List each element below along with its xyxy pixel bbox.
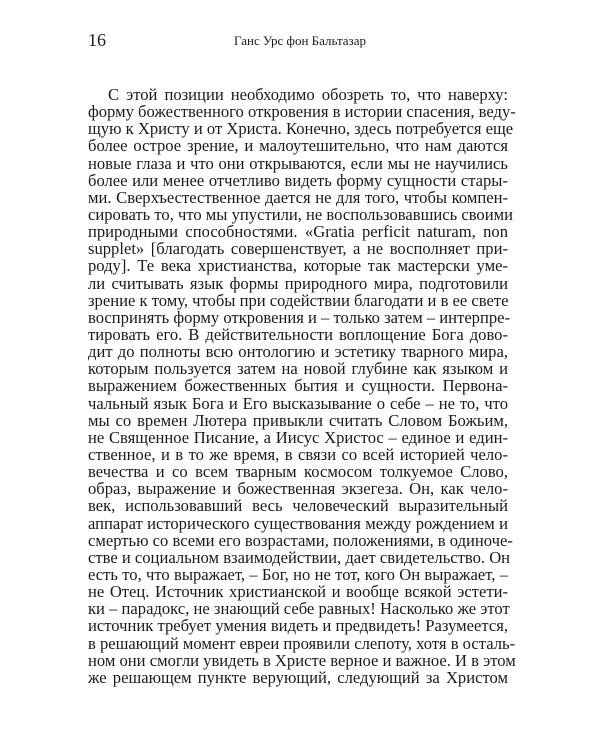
text-line: выражением божественных бытия и сущности. Первона-: [88, 376, 508, 396]
text-line: стве и социальном взаимодействии, дает свидетельство. Он: [88, 547, 511, 567]
text-line: новые глаза и что они открываются, если мы не научились: [88, 153, 508, 173]
text-line: мы со времен Лютера привыкли считать Словом Божьим,: [88, 410, 508, 430]
text-line: источник требует умения видеть и предвидеть! Разумеется,: [88, 616, 508, 636]
text-line: есть то, что выражает, – Бог, но не тот, кого Он выражает, –: [88, 564, 508, 584]
text-line: дит до полноты всю онтологию и эстетику тварного мира,: [88, 342, 508, 362]
text-line: образ, выражение и божественная экзегеза. Он, как чело-: [88, 479, 508, 499]
text-line: более или менее отчетливо видеть форму сущности стары-: [88, 170, 508, 190]
text-line: смертью со всеми его возрастами, положениями, в одиноче-: [88, 530, 513, 550]
text-line: ки – парадокс, не знающий себе равных! Насколько же этот: [88, 599, 510, 619]
text-line: С этой позиции необходимо обозреть то, что наверху:: [108, 85, 508, 104]
text-line: ли считывать язык формы природного мира, подготовили: [88, 273, 508, 293]
text-line: supplet» [благодать совершенствует, а не восполняет при-: [88, 239, 508, 259]
body-paragraph: [88, 85, 516, 687]
text-line: сировать то, что мы упустили, не воспользовавшись своими: [88, 204, 513, 224]
text-line: ственное, и в то же время, в связи со всей историей чело-: [88, 444, 508, 464]
text-line: зрение к тому, чтобы при содействии благодати и в ее свете: [88, 290, 509, 310]
page-number: 16: [88, 30, 106, 50]
text-line: которым пользуется затем на новой глубине как языком и: [88, 359, 508, 379]
text-line: аппарат исторического существования между рождением и: [88, 513, 508, 533]
text-line: воспринять форму откровения и – только затем – интерпре-: [88, 307, 511, 327]
text-line: же решающем пункте верующий, следующий за Христом: [88, 667, 508, 687]
text-line: не Отец. Источник христианской и вообще всякой эстети-: [88, 582, 508, 602]
text-line: век, использовавший весь человеческий выразительный: [88, 496, 508, 516]
text-line: чальный язык Бога и Его высказывание о себе – не то, что: [88, 393, 508, 413]
text-line: не Священное Писание, а Иисус Христос – единое и един-: [88, 427, 508, 447]
running-title: Ганс Урс фон Бальтазар: [234, 33, 366, 48]
text-line: роду]. Те века христианства, которые так мастерски уме-: [88, 256, 508, 276]
text-line: более острое зрение, и малоутешительно, что нам даются: [88, 136, 508, 156]
text-line: тировать его. В действительности воплощение Бога дово-: [88, 324, 508, 344]
text-line: щую к Христу и от Христа. Конечно, здесь потребуется еще: [88, 119, 514, 139]
text-line: природными способностями. «Gratia perficit naturam, non: [88, 222, 508, 242]
text-line: форму божественного откровения в истории спасения, веду-: [88, 102, 516, 122]
text-line: вечества и со всем тварным космосом толкуемое Слово,: [88, 462, 508, 482]
text-line: в решающий момент евреи проявили слепоту, хотя в осталь-: [88, 633, 516, 653]
text-line: ном они смогли увидеть в Христе верное и важное. И в этом: [88, 650, 516, 670]
text-line: ми. Сверхъестественное дается не для того, чтобы компен-: [88, 187, 508, 207]
